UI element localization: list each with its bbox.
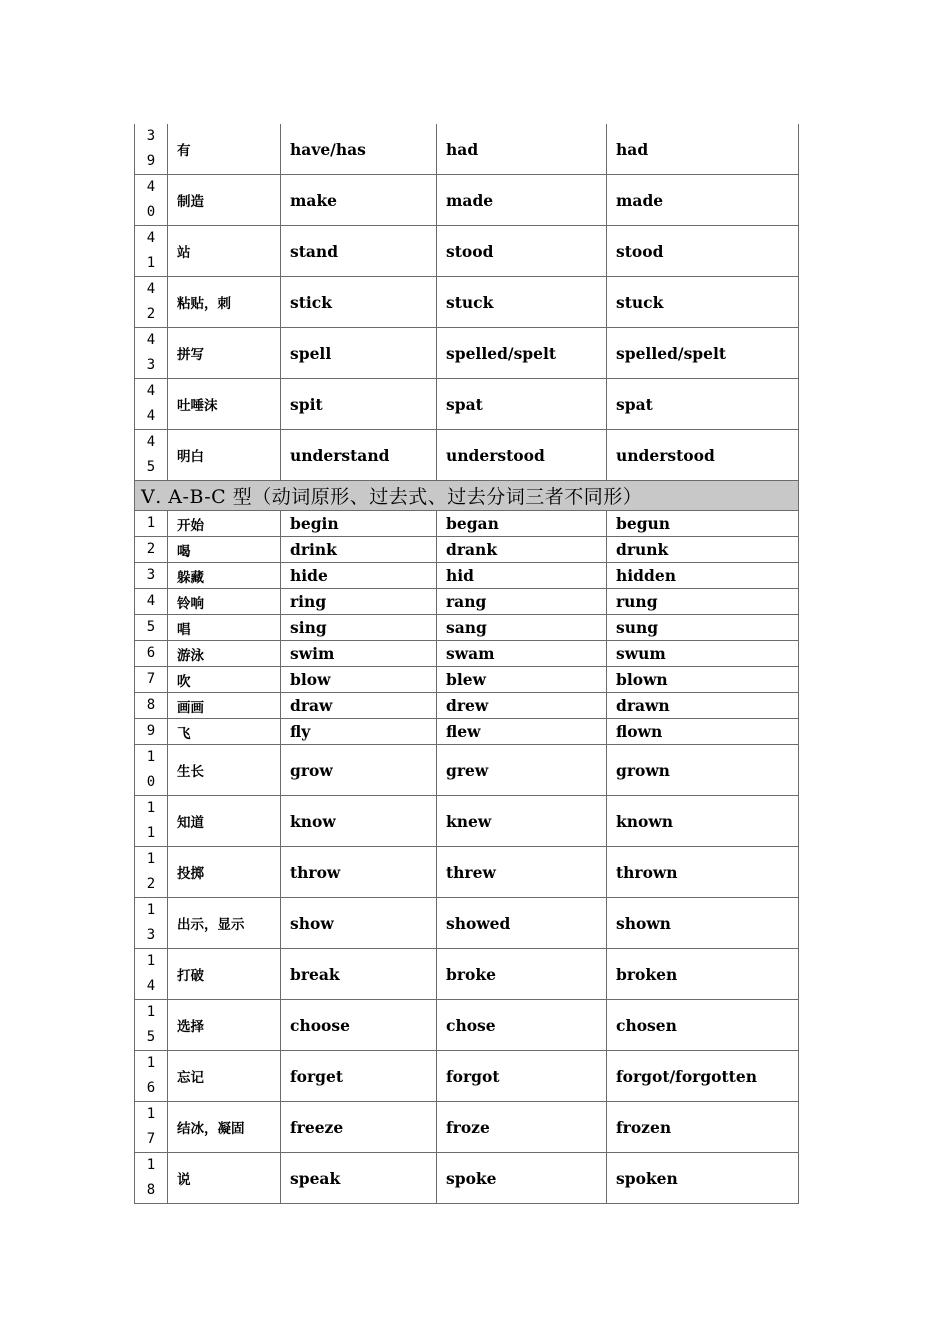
past-tense: rang xyxy=(437,589,607,615)
base-form: begin xyxy=(281,511,437,537)
table-row xyxy=(135,226,799,277)
row-number-text: 17 xyxy=(146,1106,156,1147)
row-number xyxy=(135,667,168,693)
table-row xyxy=(135,1153,799,1204)
table-row xyxy=(135,589,799,615)
past-participle: shown xyxy=(607,898,799,949)
base-form: break xyxy=(281,949,437,1000)
row-number xyxy=(135,847,168,898)
row-number xyxy=(135,379,168,430)
row-number xyxy=(135,719,168,745)
chinese-meaning: 出示，显示 xyxy=(168,898,281,949)
base-form: show xyxy=(281,898,437,949)
past-tense: stood xyxy=(437,226,607,277)
row-number xyxy=(135,796,168,847)
base-form: stick xyxy=(281,277,437,328)
table-row xyxy=(135,124,799,175)
row-number-text: 5 xyxy=(146,619,156,635)
table-row xyxy=(135,277,799,328)
row-number xyxy=(135,1153,168,1204)
past-tense: understood xyxy=(437,430,607,481)
past-tense: grew xyxy=(437,745,607,796)
row-number-text: 10 xyxy=(146,749,156,790)
past-participle: begun xyxy=(607,511,799,537)
chinese-meaning: 喝 xyxy=(168,537,281,563)
past-tense: drank xyxy=(437,537,607,563)
row-number xyxy=(135,1000,168,1051)
base-form: ring xyxy=(281,589,437,615)
row-number-text: 8 xyxy=(146,697,156,713)
past-tense: made xyxy=(437,175,607,226)
row-number xyxy=(135,563,168,589)
base-form: drink xyxy=(281,537,437,563)
past-tense: spoke xyxy=(437,1153,607,1204)
row-number xyxy=(135,430,168,481)
chinese-meaning: 吐唾沫 xyxy=(168,379,281,430)
past-participle: stood xyxy=(607,226,799,277)
base-form: forget xyxy=(281,1051,437,1102)
table-row xyxy=(135,949,799,1000)
chinese-meaning: 游泳 xyxy=(168,641,281,667)
chinese-meaning: 站 xyxy=(168,226,281,277)
base-form: spell xyxy=(281,328,437,379)
row-number xyxy=(135,1051,168,1102)
past-tense: sang xyxy=(437,615,607,641)
base-form: throw xyxy=(281,847,437,898)
chinese-meaning: 吹 xyxy=(168,667,281,693)
past-participle: blown xyxy=(607,667,799,693)
chinese-meaning: 开始 xyxy=(168,511,281,537)
past-participle: rung xyxy=(607,589,799,615)
chinese-meaning: 生长 xyxy=(168,745,281,796)
past-tense: chose xyxy=(437,1000,607,1051)
past-participle: spelled/spelt xyxy=(607,328,799,379)
chinese-meaning: 明白 xyxy=(168,430,281,481)
past-tense: drew xyxy=(437,693,607,719)
section-title: Ⅴ. A-B-C 型（动词原形、过去式、过去分词三者不同形） xyxy=(135,481,799,511)
past-participle: made xyxy=(607,175,799,226)
base-form: freeze xyxy=(281,1102,437,1153)
past-tense: knew xyxy=(437,796,607,847)
chinese-meaning: 说 xyxy=(168,1153,281,1204)
base-form: make xyxy=(281,175,437,226)
row-number-text: 3 xyxy=(146,567,156,583)
chinese-meaning: 唱 xyxy=(168,615,281,641)
table-row xyxy=(135,1102,799,1153)
past-participle: forgot/forgotten xyxy=(607,1051,799,1102)
row-number-text: 45 xyxy=(146,434,156,475)
table-row xyxy=(135,641,799,667)
base-form: grow xyxy=(281,745,437,796)
table-row xyxy=(135,615,799,641)
base-form: swim xyxy=(281,641,437,667)
row-number-text: 15 xyxy=(146,1004,156,1045)
table-row xyxy=(135,796,799,847)
past-participle: stuck xyxy=(607,277,799,328)
row-number-text: 13 xyxy=(146,902,156,943)
chinese-meaning: 结冰，凝固 xyxy=(168,1102,281,1153)
row-number-text: 1 xyxy=(146,515,156,531)
table-row xyxy=(135,693,799,719)
chinese-meaning: 飞 xyxy=(168,719,281,745)
past-tense: began xyxy=(437,511,607,537)
table-row xyxy=(135,847,799,898)
row-number-text: 41 xyxy=(146,230,156,271)
row-number xyxy=(135,589,168,615)
row-number-text: 6 xyxy=(146,645,156,661)
row-number xyxy=(135,693,168,719)
base-form: draw xyxy=(281,693,437,719)
chinese-meaning: 制造 xyxy=(168,175,281,226)
table-row xyxy=(135,328,799,379)
past-tense: showed xyxy=(437,898,607,949)
chinese-meaning: 铃响 xyxy=(168,589,281,615)
base-form: stand xyxy=(281,226,437,277)
past-participle: frozen xyxy=(607,1102,799,1153)
past-participle: drunk xyxy=(607,537,799,563)
chinese-meaning: 忘记 xyxy=(168,1051,281,1102)
row-number-text: 44 xyxy=(146,383,156,424)
row-number-text: 18 xyxy=(146,1157,156,1198)
row-number-text: 4 xyxy=(146,593,156,609)
table-row xyxy=(135,379,799,430)
chinese-meaning: 拼写 xyxy=(168,328,281,379)
base-form: know xyxy=(281,796,437,847)
row-number-text: 40 xyxy=(146,179,156,220)
base-form: fly xyxy=(281,719,437,745)
row-number xyxy=(135,949,168,1000)
row-number xyxy=(135,641,168,667)
table-row xyxy=(135,537,799,563)
past-participle: thrown xyxy=(607,847,799,898)
past-participle: chosen xyxy=(607,1000,799,1051)
row-number xyxy=(135,328,168,379)
table-row xyxy=(135,1051,799,1102)
chinese-meaning: 画画 xyxy=(168,693,281,719)
section-header-row xyxy=(135,481,799,511)
past-tense: stuck xyxy=(437,277,607,328)
past-participle: grown xyxy=(607,745,799,796)
chinese-meaning: 躲藏 xyxy=(168,563,281,589)
past-tense: froze xyxy=(437,1102,607,1153)
row-number-text: 14 xyxy=(146,953,156,994)
chinese-meaning: 投掷 xyxy=(168,847,281,898)
table-row xyxy=(135,719,799,745)
past-participle: spat xyxy=(607,379,799,430)
past-tense: forgot xyxy=(437,1051,607,1102)
verb-table-body xyxy=(135,124,799,1204)
row-number xyxy=(135,277,168,328)
past-participle: broken xyxy=(607,949,799,1000)
row-number xyxy=(135,226,168,277)
past-participle: sung xyxy=(607,615,799,641)
row-number xyxy=(135,615,168,641)
chinese-meaning: 知道 xyxy=(168,796,281,847)
past-tense: threw xyxy=(437,847,607,898)
past-tense: spat xyxy=(437,379,607,430)
row-number-text: 39 xyxy=(146,128,156,169)
table-row xyxy=(135,430,799,481)
row-number xyxy=(135,124,168,175)
past-tense: spelled/spelt xyxy=(437,328,607,379)
row-number-text: 2 xyxy=(146,541,156,557)
table-row xyxy=(135,1000,799,1051)
past-participle: had xyxy=(607,124,799,175)
past-tense: hid xyxy=(437,563,607,589)
row-number xyxy=(135,511,168,537)
past-tense: flew xyxy=(437,719,607,745)
past-tense: broke xyxy=(437,949,607,1000)
chinese-meaning: 选择 xyxy=(168,1000,281,1051)
chinese-meaning: 打破 xyxy=(168,949,281,1000)
base-form: understand xyxy=(281,430,437,481)
table-row xyxy=(135,563,799,589)
row-number-text: 16 xyxy=(146,1055,156,1096)
table-row xyxy=(135,667,799,693)
base-form: blow xyxy=(281,667,437,693)
base-form: sing xyxy=(281,615,437,641)
row-number xyxy=(135,898,168,949)
base-form: spit xyxy=(281,379,437,430)
past-participle: drawn xyxy=(607,693,799,719)
base-form: speak xyxy=(281,1153,437,1204)
table-row xyxy=(135,511,799,537)
past-tense: swam xyxy=(437,641,607,667)
row-number xyxy=(135,745,168,796)
past-participle: swum xyxy=(607,641,799,667)
chinese-meaning: 有 xyxy=(168,124,281,175)
past-tense: blew xyxy=(437,667,607,693)
row-number-text: 12 xyxy=(146,851,156,892)
base-form: have/has xyxy=(281,124,437,175)
row-number-text: 11 xyxy=(146,800,156,841)
base-form: hide xyxy=(281,563,437,589)
row-number-text: 42 xyxy=(146,281,156,322)
row-number-text: 9 xyxy=(146,723,156,739)
past-participle: hidden xyxy=(607,563,799,589)
base-form: choose xyxy=(281,1000,437,1051)
table-row xyxy=(135,745,799,796)
verb-table xyxy=(134,124,799,1204)
row-number-text: 7 xyxy=(146,671,156,687)
row-number xyxy=(135,1102,168,1153)
table-row xyxy=(135,898,799,949)
past-participle: understood xyxy=(607,430,799,481)
row-number xyxy=(135,537,168,563)
past-participle: flown xyxy=(607,719,799,745)
past-participle: known xyxy=(607,796,799,847)
table-row xyxy=(135,175,799,226)
past-tense: had xyxy=(437,124,607,175)
chinese-meaning: 粘贴，刺 xyxy=(168,277,281,328)
row-number xyxy=(135,175,168,226)
past-participle: spoken xyxy=(607,1153,799,1204)
row-number-text: 43 xyxy=(146,332,156,373)
